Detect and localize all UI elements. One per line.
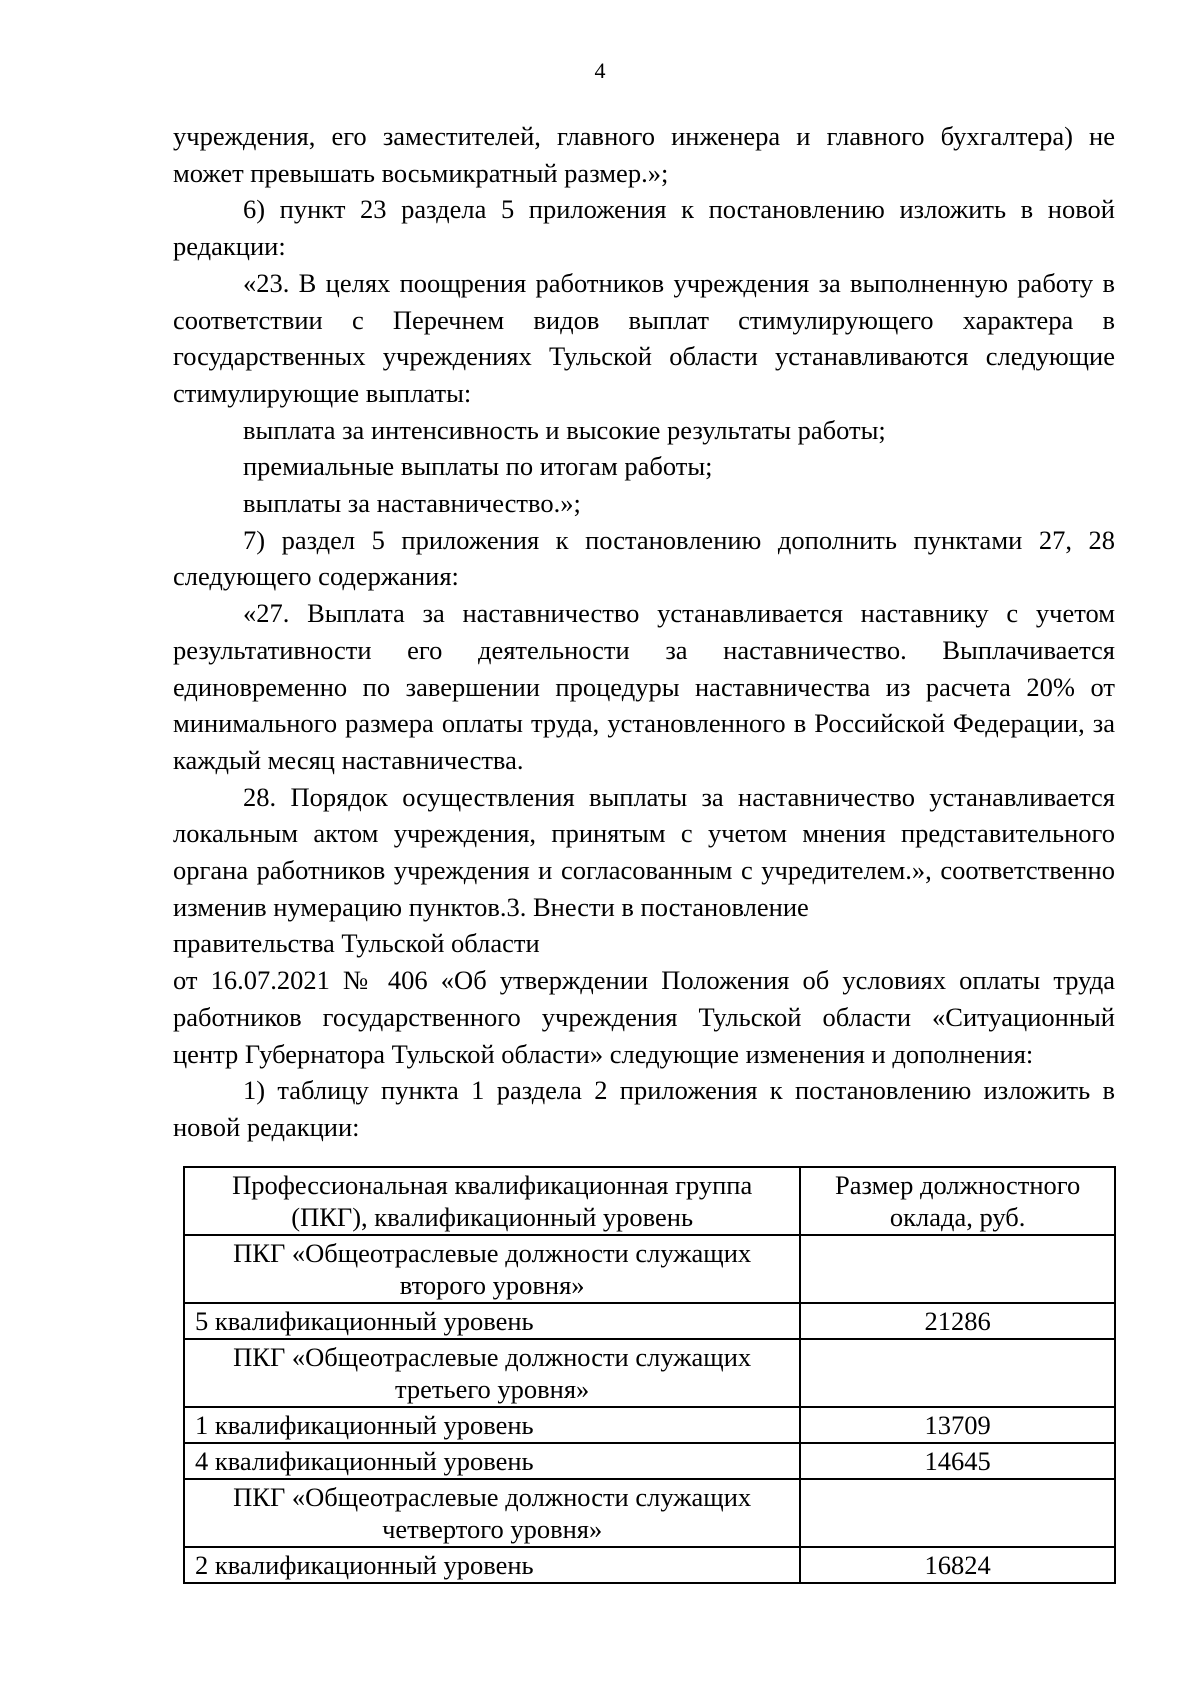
salary-cell bbox=[800, 1339, 1115, 1407]
table-row bbox=[184, 1235, 1115, 1303]
salary-cell: 13709 bbox=[800, 1407, 1115, 1443]
group-title-cell: ПКГ «Общеотраслевые должности служащих четвертого уровня» bbox=[184, 1479, 800, 1547]
salary-cell: 21286 bbox=[800, 1303, 1115, 1339]
table-row bbox=[184, 1339, 1115, 1407]
table-row bbox=[184, 1303, 1115, 1339]
header-salary-cell: Размер должностного оклада, руб. bbox=[800, 1167, 1115, 1235]
group-title-cell: ПКГ «Общеотраслевые должности служащих второго уровня» bbox=[184, 1235, 800, 1303]
paragraph-point-28-spread-line: правительства Тульской области bbox=[173, 928, 540, 959]
paragraph-resolution-reference: от 16.07.2021 № 406 «Об утверждении Положения об условиях оплаты труда работников государственного учреждения Тульской области «Ситуационный центр Губернатора Тульской области» следующие изменения и дополнения: bbox=[173, 965, 1115, 1069]
header-group-cell: Профессиональная квалификационная группа (ПКГ), квалификационный уровень bbox=[184, 1167, 800, 1235]
salary-cell bbox=[800, 1235, 1115, 1303]
paragraph-item-1: 1) таблицу пункта 1 раздела 2 приложения к постановлению изложить в новой редакции: bbox=[173, 1075, 1115, 1142]
table-row bbox=[184, 1443, 1115, 1479]
level-cell: 1 квалификационный уровень bbox=[184, 1407, 800, 1443]
paragraph-continuation: учреждения, его заместителей, главного инженера и главного бухгалтера) не может превышать восьмикратный размер.»; bbox=[173, 121, 1115, 188]
table-row bbox=[184, 1407, 1115, 1443]
level-cell: 2 квалификационный уровень bbox=[184, 1547, 800, 1583]
salary-cell bbox=[800, 1479, 1115, 1547]
table-row bbox=[184, 1547, 1115, 1583]
document-body bbox=[173, 118, 1115, 1146]
paragraph-item-7: 7) раздел 5 приложения к постановлению дополнить пунктами 27, 28 следующего содержания: bbox=[173, 524, 1115, 592]
page-number: 4 bbox=[594, 58, 606, 83]
list-item-bonus-payment: премиальные выплаты по итогам работы; bbox=[243, 451, 713, 482]
salary-cell: 16824 bbox=[800, 1547, 1115, 1583]
level-cell: 4 квалификационный уровень bbox=[184, 1443, 800, 1479]
paragraph-point-28: 28. Порядок осуществления выплаты за наставничество устанавливается локальным актом учреждения, принятым с учетом мнения представительного органа работников учреждения и согласованным с учредителем.», соответственно изменив нумерацию пунктов.3. Внести в постановление bbox=[173, 781, 1115, 922]
paragraph-item-6: 6) пункт 23 раздела 5 приложения к постановлению изложить в новой редакции: bbox=[173, 194, 1115, 262]
list-item-mentoring-payment: выплаты за наставничество.»; bbox=[243, 488, 581, 519]
paragraph-point-23: «23. В целях поощрения работников учреждения за выполненную работу в соответствии с Перечнем видов выплат стимулирующего характера в государственных учреждениях Тульской области устанавливаются следующие стимулирующие выплаты: bbox=[173, 267, 1115, 408]
group-title-cell: ПКГ «Общеотраслевые должности служащих третьего уровня» bbox=[184, 1339, 800, 1407]
level-cell: 5 квалификационный уровень bbox=[184, 1303, 800, 1339]
salary-cell: 14645 bbox=[800, 1443, 1115, 1479]
list-item-intensity-payment: выплата за интенсивность и высокие результаты работы; bbox=[243, 414, 886, 445]
table-header-row bbox=[184, 1167, 1115, 1235]
paragraph-point-27: «27. Выплата за наставничество устанавливается наставнику с учетом результативности его деятельности за наставничество. Выплачивается единовременно по завершении процедуры наставничества из расчета 20% от минимального размера оплаты труда, установленного в Российской Федерации, за каждый месяц наставничества. bbox=[173, 598, 1115, 775]
salary-table bbox=[183, 1166, 1116, 1584]
table-row bbox=[184, 1479, 1115, 1547]
